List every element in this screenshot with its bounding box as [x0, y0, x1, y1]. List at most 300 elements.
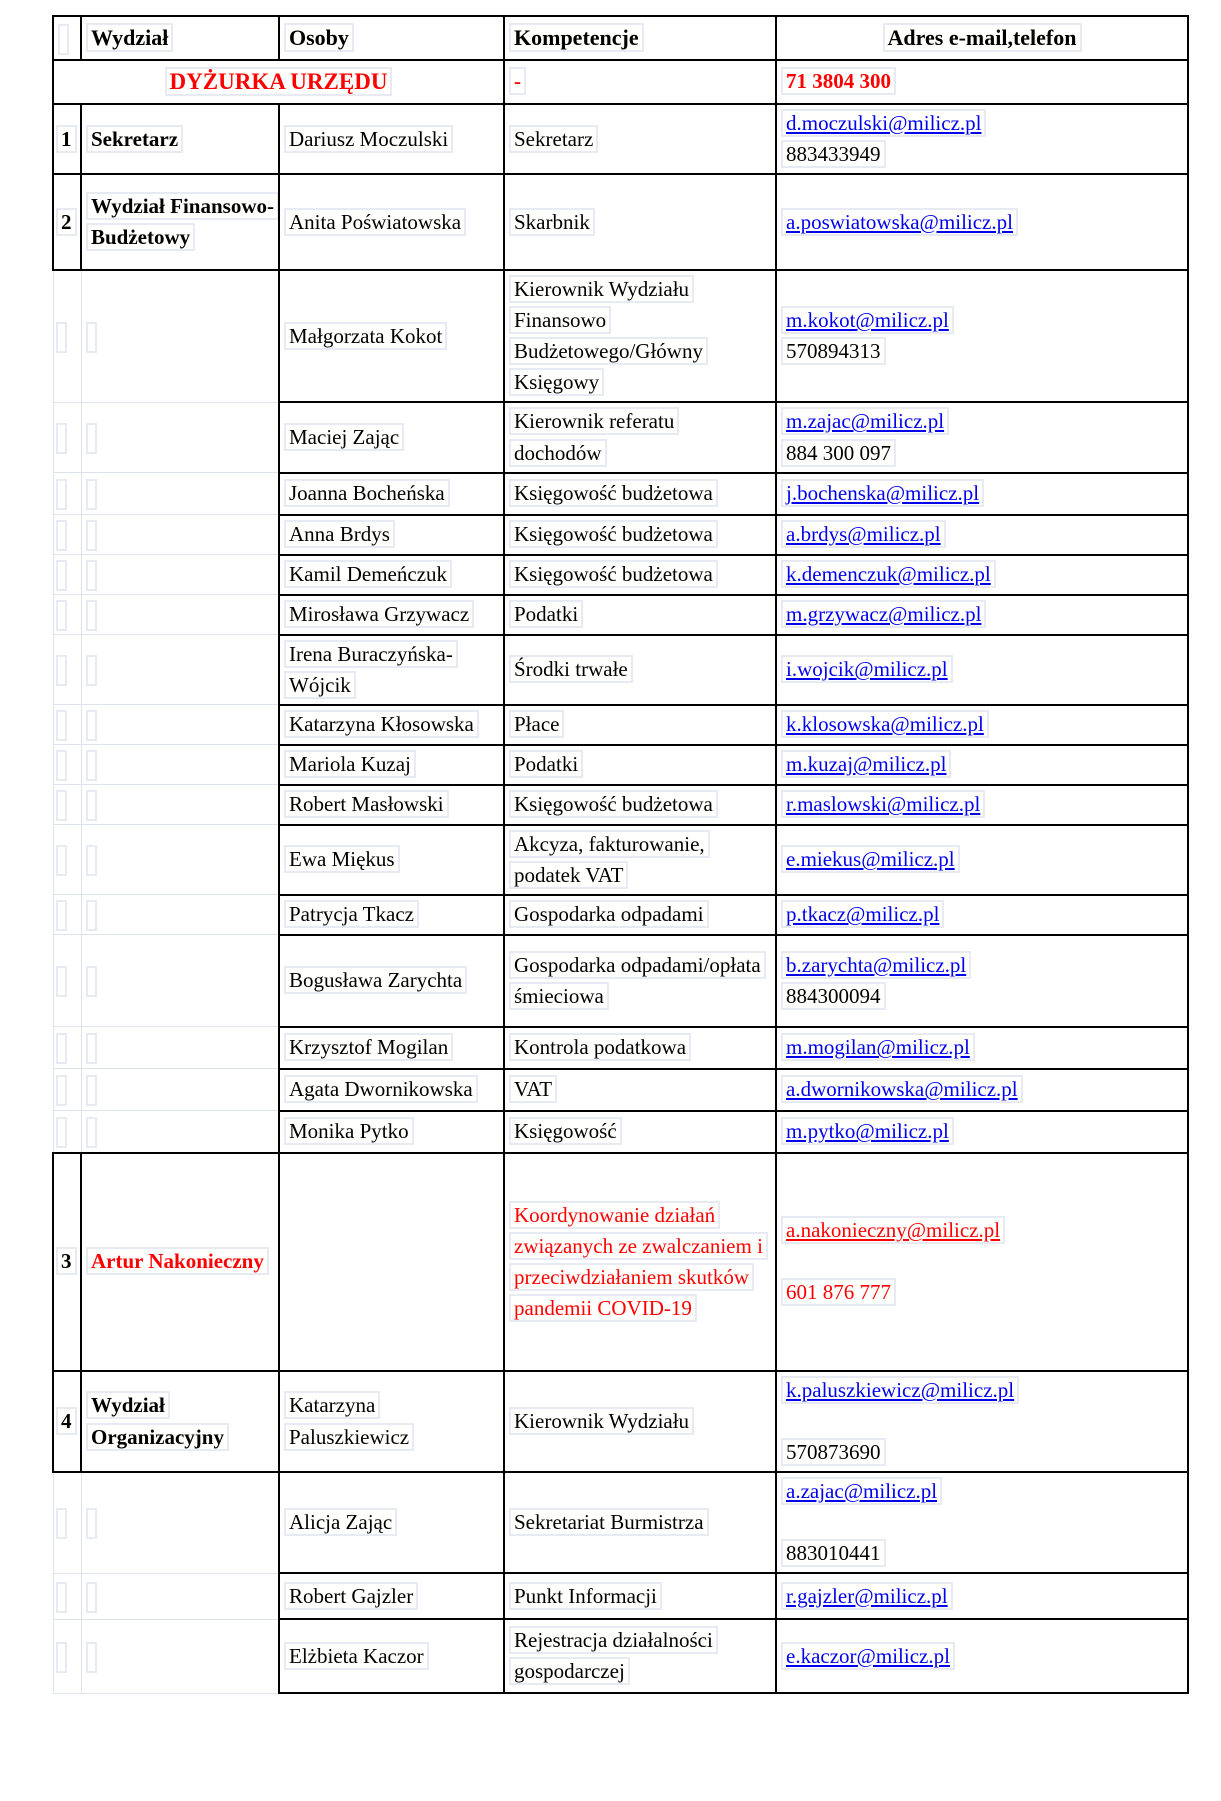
email-link-text: m.kokot@milicz.pl	[781, 306, 954, 334]
contact-cell	[776, 104, 1188, 174]
header-row	[53, 16, 1188, 60]
competence-text: Księgowość budżetowa	[509, 479, 718, 507]
empty-text-box	[86, 1582, 97, 1613]
empty-text-box	[86, 750, 97, 781]
department-cell	[81, 270, 279, 402]
row-number-cell	[53, 825, 81, 895]
person-name: Maciej Zając	[284, 423, 404, 451]
person-name: Ewa Miękus	[284, 845, 400, 873]
email-link[interactable]	[781, 844, 1183, 875]
table-row	[53, 473, 1188, 515]
person-name: Patrycja Tkacz	[284, 900, 419, 928]
person-name: Joanna Bocheńska	[284, 479, 450, 507]
phone-number	[781, 981, 1183, 1012]
row-number: 2	[56, 208, 77, 236]
email-link[interactable]	[781, 1074, 1183, 1105]
empty-text-box	[56, 966, 67, 997]
table-row	[53, 1371, 1188, 1472]
department-name: Sekretarz	[86, 125, 183, 153]
email-link[interactable]	[781, 406, 1183, 437]
empty-text-box	[56, 900, 67, 931]
person-name: Elżbieta Kaczor	[284, 1642, 429, 1670]
empty-text-box	[56, 1508, 67, 1539]
contact-text: 883010441	[781, 1539, 886, 1567]
row-number-cell	[53, 174, 81, 270]
contact-cell	[776, 1573, 1188, 1619]
department-cell	[81, 1111, 279, 1153]
email-link-text: m.grzywacz@milicz.pl	[781, 600, 986, 628]
competence-text: Środki trwałe	[509, 655, 633, 683]
contact-cell	[776, 745, 1188, 785]
column-header-num	[53, 16, 81, 60]
phone-number	[781, 1437, 1183, 1468]
empty-text-box	[56, 423, 67, 454]
competence-cell	[504, 1619, 776, 1693]
phone-number	[781, 1277, 1183, 1308]
row-number-cell	[53, 635, 81, 705]
empty-text-box	[86, 790, 97, 821]
empty-text-box	[56, 1582, 67, 1613]
row-number-cell	[53, 895, 81, 935]
table-row	[53, 635, 1188, 705]
person-cell	[279, 104, 504, 174]
competence-text: Podatki	[509, 600, 583, 628]
table-row	[53, 402, 1188, 472]
department-cell	[81, 1069, 279, 1111]
person-name: Małgorzata Kokot	[284, 322, 447, 350]
empty-text-box	[86, 655, 97, 686]
table-row	[53, 705, 1188, 745]
phone-number	[781, 438, 1183, 469]
empty-text-box	[86, 322, 97, 353]
department-name: Wydział Finansowo-Budżetowy	[86, 192, 279, 251]
person-cell	[279, 174, 504, 270]
row-number-cell	[53, 595, 81, 635]
competence-text: Kierownik Wydziału Finansowo Budżetowego/Główny Księgowy	[509, 275, 708, 396]
competence-cell	[504, 555, 776, 595]
contact-cell	[776, 895, 1188, 935]
empty-text-box	[56, 655, 67, 686]
email-link[interactable]	[781, 108, 1183, 139]
competence-text: Kierownik Wydziału	[509, 1407, 694, 1435]
contact-cell	[776, 635, 1188, 705]
person-cell	[279, 1573, 504, 1619]
duty-row	[53, 60, 1188, 104]
empty-text-box	[56, 479, 67, 510]
email-link-text: r.maslowski@milicz.pl	[781, 790, 985, 818]
contact-cell	[776, 174, 1188, 270]
row-number-cell	[53, 1371, 81, 1472]
empty-text-box	[86, 1033, 97, 1064]
email-link[interactable]	[781, 749, 1183, 780]
empty-text-box	[86, 966, 97, 997]
contact-text: 71 3804 300	[781, 67, 896, 95]
person-name: Agata Dwornikowska	[284, 1075, 478, 1103]
person-name: Anna Brdys	[284, 520, 395, 548]
person-cell	[279, 1111, 504, 1153]
email-link[interactable]	[781, 1215, 1183, 1246]
table-row	[53, 1153, 1188, 1371]
row-number-cell	[53, 1069, 81, 1111]
table-row	[53, 745, 1188, 785]
email-link-text: m.zajac@milicz.pl	[781, 407, 949, 435]
person-name: Mirosława Grzywacz	[284, 600, 474, 628]
row-number-cell	[53, 935, 81, 1027]
empty-text-box	[56, 600, 67, 631]
empty-text-box	[86, 900, 97, 931]
competence-text: Księgowość budżetowa	[509, 520, 718, 548]
table-row	[53, 1111, 1188, 1153]
competence-cell	[504, 60, 776, 104]
contact-cell	[776, 1111, 1188, 1153]
email-link[interactable]	[781, 899, 1183, 930]
empty-text-box	[86, 710, 97, 741]
email-link-text: p.tkacz@milicz.pl	[781, 900, 944, 928]
phone-number	[781, 139, 1183, 170]
competence-cell	[504, 1111, 776, 1153]
duty-title: DYŻURKA URZĘDU	[165, 67, 393, 96]
empty-text-box	[58, 24, 69, 55]
email-link[interactable]	[781, 1116, 1183, 1147]
table-row	[53, 1619, 1188, 1693]
competence-text: Gospodarka odpadami/opłata śmieciowa	[509, 951, 766, 1010]
competence-cell	[504, 1027, 776, 1069]
competence-text: Skarbnik	[509, 208, 595, 236]
competence-cell	[504, 174, 776, 270]
contact-cell	[776, 935, 1188, 1027]
email-link-text: a.nakonieczny@milicz.pl	[781, 1216, 1005, 1244]
table-row	[53, 515, 1188, 555]
competence-cell	[504, 595, 776, 635]
person-name: Katarzyna Kłosowska	[284, 710, 479, 738]
department-cell	[81, 402, 279, 472]
blank-line	[781, 1406, 1183, 1437]
department-cell	[81, 785, 279, 825]
row-number-cell	[53, 270, 81, 402]
department-name: Wydział Organizacyjny	[86, 1391, 229, 1450]
email-link-text: j.bochenska@milicz.pl	[781, 479, 984, 507]
person-cell	[279, 1069, 504, 1111]
competence-text: Płace	[509, 710, 564, 738]
competence-text: Księgowość budżetowa	[509, 790, 718, 818]
email-link[interactable]	[781, 207, 1183, 238]
person-name: Dariusz Moczulski	[284, 125, 453, 153]
column-header-mail: Adres e-mail,telefon	[776, 16, 1188, 60]
email-link[interactable]	[781, 519, 1183, 550]
email-link-text: a.brdys@milicz.pl	[781, 520, 946, 548]
competence-cell	[504, 515, 776, 555]
email-link[interactable]	[781, 950, 1183, 981]
contact-cell	[776, 1619, 1188, 1693]
competence-text: Księgowość	[509, 1117, 622, 1145]
competence-cell	[504, 635, 776, 705]
department-cell	[81, 515, 279, 555]
contact-cell	[776, 825, 1188, 895]
person-cell	[279, 595, 504, 635]
person-name: Alicja Zając	[284, 1508, 397, 1536]
email-link[interactable]	[781, 1375, 1183, 1406]
contact-text: 884300094	[781, 982, 886, 1010]
person-cell	[279, 825, 504, 895]
competence-text: Rejestracja działalności gospodarczej	[509, 1626, 718, 1685]
email-link-text: m.kuzaj@milicz.pl	[781, 750, 951, 778]
empty-text-box	[56, 1117, 67, 1148]
row-number-cell	[53, 1027, 81, 1069]
email-link[interactable]	[781, 599, 1183, 630]
row-number-cell	[53, 785, 81, 825]
empty-text-box	[86, 1642, 97, 1673]
empty-text-box	[56, 1075, 67, 1106]
email-link[interactable]	[781, 478, 1183, 509]
person-name: Mariola Kuzaj	[284, 750, 416, 778]
email-link-text: d.moczulski@milicz.pl	[781, 109, 986, 137]
empty-text-box	[86, 423, 97, 454]
row-number-cell	[53, 1619, 81, 1693]
person-cell	[279, 785, 504, 825]
person-name: Irena Buraczyńska-Wójcik	[284, 640, 458, 699]
contact-cell	[776, 515, 1188, 555]
column-header-dept: Wydział	[81, 16, 279, 60]
empty-text-box	[56, 520, 67, 551]
row-number-cell	[53, 473, 81, 515]
contact-cell	[776, 785, 1188, 825]
email-link-text: k.demenczuk@milicz.pl	[781, 560, 996, 588]
email-link-text: a.dwornikowska@milicz.pl	[781, 1075, 1023, 1103]
department-cell	[81, 1619, 279, 1693]
competence-cell	[504, 270, 776, 402]
contact-cell	[776, 705, 1188, 745]
person-cell	[279, 402, 504, 472]
competence-cell	[504, 402, 776, 472]
email-link-text: r.gajzler@milicz.pl	[781, 1582, 953, 1610]
table-body	[53, 60, 1188, 1693]
contact-text: 601 876 777	[781, 1278, 896, 1306]
empty-text-box	[56, 790, 67, 821]
person-cell	[279, 473, 504, 515]
contacts-table	[52, 15, 1189, 1694]
competence-text: Gospodarka odpadami	[509, 900, 709, 928]
person-cell	[279, 555, 504, 595]
row-number-cell	[53, 515, 81, 555]
competence-text: -	[509, 67, 526, 95]
person-cell	[279, 745, 504, 785]
empty-text-box	[86, 600, 97, 631]
empty-text-box	[86, 479, 97, 510]
competence-text: Kierownik referatu dochodów	[509, 407, 679, 466]
competence-text: VAT	[509, 1075, 557, 1103]
email-link[interactable]	[781, 709, 1183, 740]
competence-cell	[504, 1573, 776, 1619]
phone-number	[781, 66, 1183, 97]
contact-cell	[776, 1027, 1188, 1069]
competence-cell	[504, 1371, 776, 1472]
department-cell	[81, 595, 279, 635]
row-number: 4	[56, 1407, 77, 1435]
person-cell	[279, 515, 504, 555]
competence-text: Podatki	[509, 750, 583, 778]
email-link[interactable]	[781, 654, 1183, 685]
email-link[interactable]	[781, 1641, 1183, 1672]
empty-text-box	[86, 560, 97, 591]
contact-cell	[776, 595, 1188, 635]
competence-text: Koordynowanie działań związanych ze zwalczaniem i przeciwdziałaniem skutków pandemii COVID-19	[509, 1201, 768, 1322]
column-header-person: Osoby	[279, 16, 504, 60]
row-number-cell	[53, 745, 81, 785]
person-cell	[279, 1472, 504, 1573]
row-number-cell	[53, 104, 81, 174]
row-number-cell	[53, 1573, 81, 1619]
row-number-cell	[53, 1153, 81, 1371]
row-number-cell	[53, 1472, 81, 1573]
email-link[interactable]	[781, 1476, 1183, 1507]
department-cell	[81, 1472, 279, 1573]
empty-text-box	[86, 1117, 97, 1148]
competence-cell	[504, 705, 776, 745]
department-cell	[81, 174, 279, 270]
contact-cell	[776, 1069, 1188, 1111]
person-cell	[279, 705, 504, 745]
email-link-text: e.miekus@milicz.pl	[781, 845, 960, 873]
person-name: Bogusława Zarychta	[284, 966, 467, 994]
department-cell	[81, 745, 279, 785]
email-link[interactable]	[781, 1032, 1183, 1063]
department-cell	[81, 935, 279, 1027]
email-link[interactable]	[781, 789, 1183, 820]
empty-text-box	[56, 560, 67, 591]
contact-text: 570873690	[781, 1438, 886, 1466]
department-cell	[81, 705, 279, 745]
department-cell	[81, 635, 279, 705]
contact-cell	[776, 473, 1188, 515]
person-name: Robert Masłowski	[284, 790, 449, 818]
email-link[interactable]	[781, 559, 1183, 590]
email-link-text: m.pytko@milicz.pl	[781, 1117, 954, 1145]
competence-text: Sekretariat Burmistrza	[509, 1508, 709, 1536]
competence-text: Sekretarz	[509, 125, 598, 153]
competence-cell	[504, 745, 776, 785]
row-number: 1	[56, 125, 77, 153]
contact-cell	[776, 1371, 1188, 1472]
duty-label-cell	[53, 60, 504, 104]
contact-cell	[776, 555, 1188, 595]
column-header-comp: Kompetencje	[504, 16, 776, 60]
row-number-cell	[53, 555, 81, 595]
table-row	[53, 270, 1188, 402]
department-cell	[81, 895, 279, 935]
empty-text-box	[86, 1075, 97, 1106]
empty-text-box	[56, 322, 67, 353]
competence-cell	[504, 473, 776, 515]
empty-text-box	[56, 845, 67, 876]
table-row	[53, 104, 1188, 174]
department-cell	[81, 1371, 279, 1472]
table-row	[53, 895, 1188, 935]
department-cell	[81, 104, 279, 174]
contact-cell	[776, 1472, 1188, 1573]
competence-text: Kontrola podatkowa	[509, 1033, 691, 1061]
email-link-text: b.zarychta@milicz.pl	[781, 951, 971, 979]
empty-text-box	[86, 845, 97, 876]
email-link[interactable]	[781, 1581, 1183, 1612]
empty-text-box	[56, 1642, 67, 1673]
person-cell	[279, 1153, 504, 1371]
email-link-text: k.paluszkiewicz@milicz.pl	[781, 1376, 1019, 1404]
contact-cell	[776, 270, 1188, 402]
contact-text: 883433949	[781, 140, 886, 168]
competence-cell	[504, 1069, 776, 1111]
competence-cell	[504, 825, 776, 895]
person-cell	[279, 1619, 504, 1693]
row-number: 3	[56, 1247, 77, 1275]
competence-cell	[504, 895, 776, 935]
person-name: Katarzyna Paluszkiewicz	[284, 1391, 414, 1450]
department-cell	[81, 555, 279, 595]
competence-cell	[504, 1153, 776, 1371]
contact-cell	[776, 60, 1188, 104]
department-cell	[81, 1027, 279, 1069]
email-link[interactable]	[781, 305, 1183, 336]
table-row	[53, 1069, 1188, 1111]
person-name: Krzysztof Mogilan	[284, 1033, 453, 1061]
person-cell	[279, 935, 504, 1027]
empty-text-box	[56, 1033, 67, 1064]
table-row	[53, 1573, 1188, 1619]
person-cell	[279, 635, 504, 705]
table-row	[53, 555, 1188, 595]
table-row	[53, 174, 1188, 270]
table-row	[53, 825, 1188, 895]
email-link-text: a.zajac@milicz.pl	[781, 1477, 942, 1505]
contact-cell	[776, 1153, 1188, 1371]
table-row	[53, 1472, 1188, 1573]
competence-cell	[504, 785, 776, 825]
person-cell	[279, 1371, 504, 1472]
email-link-text: e.kaczor@milicz.pl	[781, 1642, 955, 1670]
competence-text: Punkt Informacji	[509, 1582, 662, 1610]
phone-number	[781, 1538, 1183, 1569]
competence-text: Akcyza, fakturowanie, podatek VAT	[509, 830, 710, 889]
email-link-text: k.klosowska@milicz.pl	[781, 710, 989, 738]
person-name: Anita Poświatowska	[284, 208, 466, 236]
person-cell	[279, 270, 504, 402]
blank-line	[781, 1246, 1183, 1277]
table-row	[53, 595, 1188, 635]
email-link-text: a.poswiatowska@milicz.pl	[781, 208, 1018, 236]
email-link-text: m.mogilan@milicz.pl	[781, 1033, 975, 1061]
empty-text-box	[86, 1508, 97, 1539]
blank-line	[781, 1507, 1183, 1538]
table-row	[53, 935, 1188, 1027]
phone-number	[781, 336, 1183, 367]
competence-cell	[504, 104, 776, 174]
contact-text: 884 300 097	[781, 439, 896, 467]
person-name: Kamil Demeńczuk	[284, 560, 452, 588]
competence-cell	[504, 935, 776, 1027]
table-row	[53, 785, 1188, 825]
empty-text-box	[56, 750, 67, 781]
competence-text: Księgowość budżetowa	[509, 560, 718, 588]
department-cell	[81, 1573, 279, 1619]
competence-cell	[504, 1472, 776, 1573]
person-name: Robert Gajzler	[284, 1582, 418, 1610]
department-name: Artur Nakonieczny	[86, 1247, 269, 1275]
department-cell	[81, 825, 279, 895]
person-cell	[279, 895, 504, 935]
table-row	[53, 1027, 1188, 1069]
contact-cell	[776, 402, 1188, 472]
row-number-cell	[53, 1111, 81, 1153]
row-number-cell	[53, 402, 81, 472]
